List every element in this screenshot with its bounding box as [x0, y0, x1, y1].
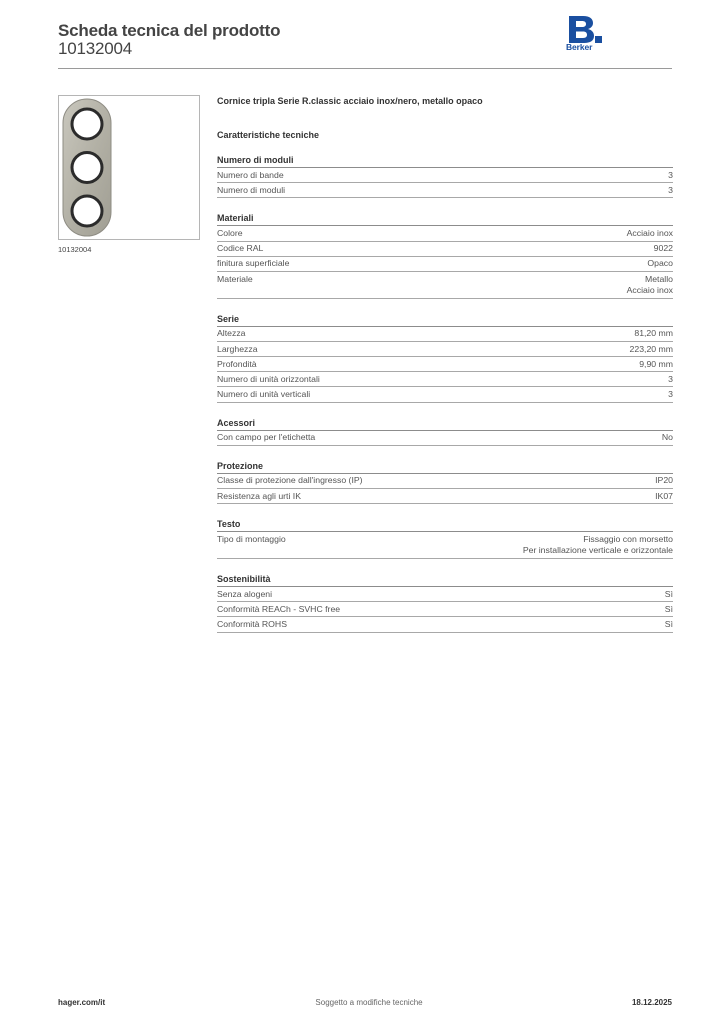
section-title: Materiali — [217, 212, 673, 226]
spec-label: Larghezza — [217, 343, 258, 354]
spec-value: Metallo Acciaio inox — [626, 273, 673, 296]
spec-value: 9,90 mm — [639, 358, 673, 369]
spec-section — [217, 313, 673, 403]
spec-row — [217, 489, 673, 504]
spec-row — [217, 474, 673, 489]
spec-label: Numero di moduli — [217, 184, 286, 195]
spec-section — [217, 154, 673, 198]
footer-note: Soggetto a modifiche tecniche — [315, 998, 423, 1007]
spec-value: 3 — [668, 169, 673, 180]
page-title: Scheda tecnica del prodotto — [58, 21, 281, 40]
spec-section — [217, 417, 673, 446]
image-caption: 10132004 — [58, 245, 92, 254]
spec-row — [217, 617, 673, 632]
product-code: 10132004 — [58, 39, 133, 58]
spec-section — [217, 518, 673, 559]
spec-label: Codice RAL — [217, 243, 264, 254]
spec-value: Opaco — [647, 258, 673, 269]
spec-label: Colore — [217, 227, 243, 238]
spec-row — [217, 183, 673, 198]
footer-website[interactable]: hager.com/it — [58, 998, 106, 1007]
spec-value: Sì — [664, 603, 673, 614]
spec-content — [217, 95, 673, 633]
spec-row — [217, 357, 673, 372]
spec-value: Sì — [664, 618, 673, 629]
section-title: Protezione — [217, 460, 673, 474]
spec-label: Numero di unità verticali — [217, 389, 311, 400]
spec-value: 3 — [668, 373, 673, 384]
spec-label: Senza alogeni — [217, 588, 273, 599]
spec-row — [217, 342, 673, 357]
spec-value: 3 — [668, 184, 673, 195]
spec-label: Conformità ROHS — [217, 618, 288, 629]
spec-row — [217, 226, 673, 241]
spec-row — [217, 242, 673, 257]
spec-value: 3 — [668, 389, 673, 400]
spec-label: Conformità REACh - SVHC free — [217, 603, 341, 614]
spec-row — [217, 372, 673, 387]
spec-label: Altezza — [217, 328, 246, 339]
spec-sections — [217, 154, 673, 633]
triple-frame-image — [59, 96, 199, 239]
section-title: Testo — [217, 518, 673, 532]
spec-label: Classe di protezione dall'ingresso (IP) — [217, 475, 363, 486]
logo-text: Berker — [566, 42, 593, 52]
spec-label: Resistenza agli urti IK — [217, 490, 302, 501]
spec-section — [217, 573, 673, 633]
spec-row — [217, 387, 673, 402]
berker-b-icon — [566, 16, 602, 43]
header-divider — [58, 68, 672, 69]
spec-label: Tipo di montaggio — [217, 533, 286, 544]
spec-row — [217, 327, 673, 342]
spec-row — [217, 257, 673, 272]
spec-value: IP20 — [655, 475, 673, 486]
spec-value: No — [661, 432, 673, 443]
spec-value: 223,20 mm — [629, 343, 673, 354]
spec-value: 9022 — [653, 243, 673, 254]
footer-date: 18.12.2025 — [631, 998, 672, 1007]
spec-row — [217, 168, 673, 183]
spec-row — [217, 532, 673, 559]
spec-value: Sì — [664, 588, 673, 599]
spec-value: 81,20 mm — [634, 328, 673, 339]
spec-section — [217, 460, 673, 504]
spec-row — [217, 431, 673, 446]
tech-heading: Caratteristiche tecniche — [217, 130, 320, 140]
spec-value: IK07 — [655, 490, 673, 501]
berker-logo — [566, 16, 606, 52]
product-image — [58, 95, 200, 240]
spec-label: Materiale — [217, 273, 253, 284]
spec-row — [217, 602, 673, 617]
spec-label: finitura superficiale — [217, 258, 290, 269]
spec-value: Fissaggio con morsetto Per installazione verticale e orizzontale — [522, 533, 673, 556]
spec-row — [217, 272, 673, 299]
section-title: Sostenibilità — [217, 573, 673, 587]
spec-label: Numero di unità orizzontali — [217, 373, 320, 384]
section-title: Acessori — [217, 417, 673, 431]
spec-label: Numero di bande — [217, 169, 284, 180]
spec-label: Con campo per l'etichetta — [217, 432, 316, 443]
spec-value: Acciaio inox — [626, 227, 673, 238]
product-description: Cornice tripla Serie R.classic acciaio inox/nero, metallo opaco — [217, 96, 483, 106]
spec-row — [217, 587, 673, 602]
spec-section — [217, 212, 673, 298]
section-title: Serie — [217, 313, 673, 327]
spec-label: Profondità — [217, 358, 257, 369]
section-title: Numero di moduli — [217, 154, 673, 168]
